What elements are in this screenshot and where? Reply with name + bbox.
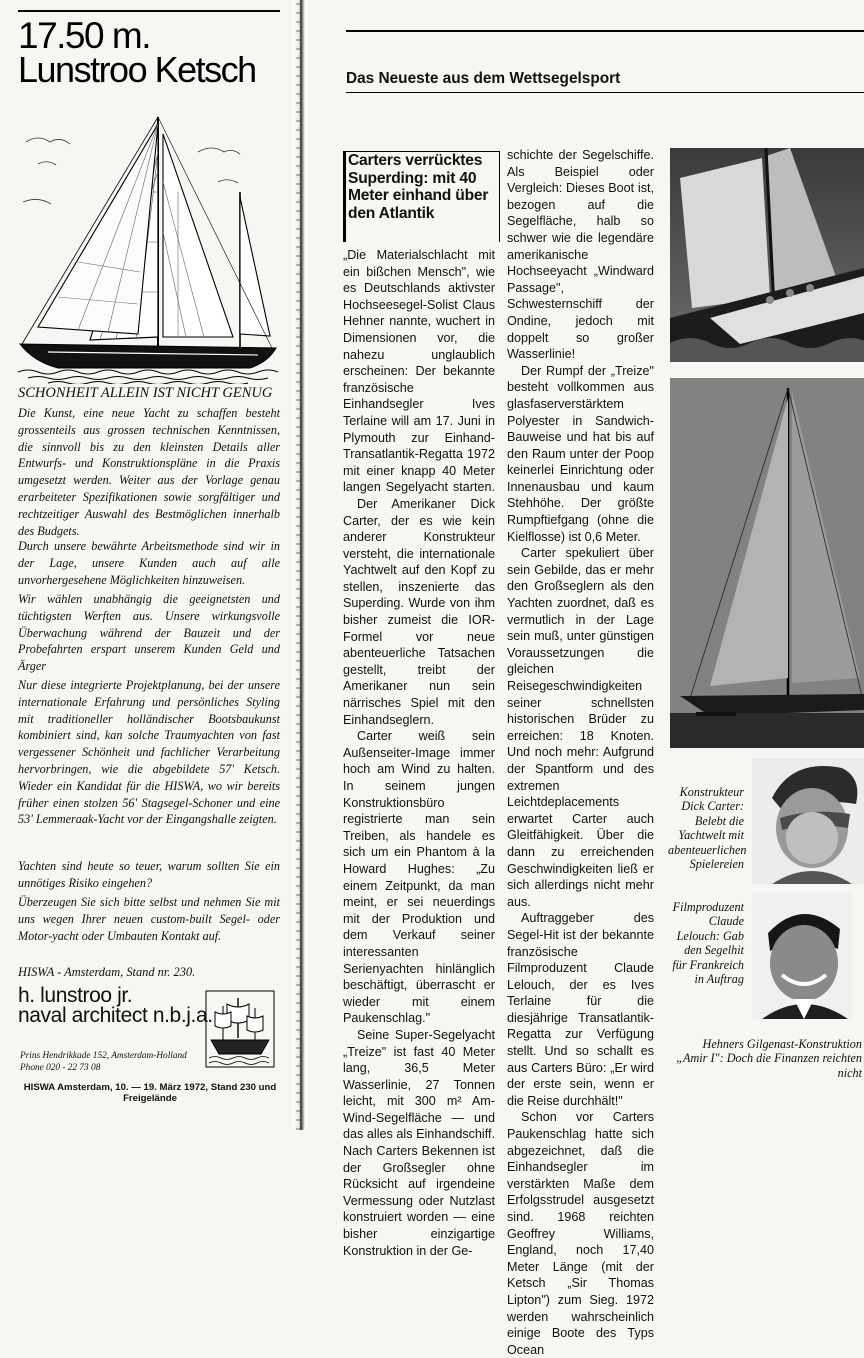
photo-yacht-sailing: [670, 148, 864, 362]
article-paragraph: Carter spekuliert über sein Gebilde, das er mehr den Großseglern als den Yachten zuordnet, daß es vermutlich in der Lage sein muß, unter günstigen Voraussetzungen die gleichen Reisegeschwindigkeiten seiner schnellsten historischen Brüder zu erreichen: 18 Knoten. Und noch mehr: Aufgrund der Spantform und des extremen Leichtdeplacements erwartet Carter auch Gleitfähigkeit. Über die dann zu erreichenden Geschwindigkeiten ließ er sich allerdings nicht mehr aus.: [507, 546, 654, 909]
photo-claude-lelouch: [752, 893, 852, 1019]
caption-amir-yacht: Hehners Gilgenast-Konstruktion „Amir I": Doch die Finanzen reichten nicht: [676, 1037, 862, 1080]
ketch-sailboat-drawing-icon: [18, 112, 280, 384]
article-paragraph: Auftraggeber des Segel-Hit ist der bekannte französische Filmproduzent Claude Lelouch, der es Ives Terlaine für die diesjährige Transatlantik-Regatta zur Verfügung stellt. Und so schallt es aus Carters Büro: „Er wird der erste sein, wenn er die Reise durchhält!": [507, 911, 654, 1108]
ad-title-name: Lunstroo Ketsch: [18, 49, 256, 90]
ad-paragraph: Nur diese integrierte Projektplanung, bei der unsere internationale Erfahrung und persönliches Styling mit traditioneller holländischer Bootsbaukunst kombiniert sind, kan solche Traumyachten von fast vergessener Schönheit und fachlicher Verarbeitung hervorbringen, wie die abgebildete 57' Ketsch. Wieder ein Kandidat für die HISWA, wo wir bereits früher einen stolzen 56' Stagsegel-Schoner und eine 53' Lemmeraak-Yacht vor der Eingangshalle zeigten.: [18, 678, 280, 827]
article-column-2: [507, 147, 654, 1358]
ad-paragraph: Überzeugen Sie sich bitte selbst und nehmen Sie mit uns wegen Ihrer neuen custom-built Segel- oder Motor-yacht oder Umbauten Kontakt auf.: [18, 895, 280, 943]
ad-firm-name: h. lunstroo jr.: [18, 984, 133, 1007]
section-title: Das Neueste aus dem Wettsegelsport: [346, 70, 621, 87]
ad-paragraph: Durch unsere bewährte Arbeitsmethode sind wir in der Lage, unsere Kunden auch auf alle unvorhergesehene Möglichkeiten hinzuweisen.: [18, 539, 280, 587]
ad-hiswa-stand: HISWA - Amsterdam, Stand nr. 230.: [18, 965, 196, 979]
article-paragraph: Seine Super-Segelyacht „Treize" ist fast 40 Meter lang, 36,5 Meter Wasserlinie, 27 Tonnen leicht, mit 300 m² Am-Wind-Segelfläche — und das alles als Einhandschiff. Nach Carters Bekennen ist der Großsegler ohne Rücksicht auf irgendeine Vermessung oder Nutzlast konstruiert worden — eine bisher einzigartige Konstruktion in der Ge-: [343, 1027, 495, 1258]
article-paragraph: Carter weiß sein Außenseiter-Image immer hoch am Wind zu halten. In seinem jungen Konstruktionsbüro registrierte man sein Treiben, als handele es sich um ein Phantom à la Howard Hughes: „Zu einem Zeitpunkt, da man meint, er sei neuerdings mit der Produktion und dem Verkauf seiner interessanten Serienyachten hinlänglich beschäftigt, überrascht er wieder mit einem Paukenschlag.": [343, 729, 495, 1026]
ad-phone: Phone 020 - 22 73 08: [20, 1063, 101, 1073]
ad-title-length: 17.50 m.: [18, 15, 150, 56]
caption-dick-carter: Konstrukteur Dick Carter: Belebt die Yachtwelt mit abenteuerlichen Spielereien: [668, 785, 747, 872]
article-paragraph: Schon vor Carters Paukenschlag hatte sich abgezeichnet, daß die Einhandsegler im verstärkten Maße dem Erfolgsstrudel ausgesetzt sind. 1968 reichten Geoffrey Williams, England, noch 17,40 Meter Länge (mit der Ketsch „Sir Thomas Lipton") zum Sieg. 1972 werden wahrscheinlich einige Boote des Typs Ocean: [507, 1110, 654, 1357]
ad-top-rule: [18, 10, 280, 12]
ad-address: Prins Hendrikkade 152, Amsterdam-Holland: [20, 1051, 187, 1061]
photo-yacht-amir: [670, 378, 864, 748]
section-rule: [346, 92, 864, 93]
ad-paragraph: Die Kunst, eine neue Yacht zu schaffen besteht grossenteils aus grossen technischen Kenntnissen, die sinnvoll bis zu den kleinsten Details aller Entwurfs- und Konstruktionspläne in die Praxis umgesetzt werden. Weiter aus der Vorlage genau erarbeiteter Spezifikationen sowie sorgfältiger und rechtzeitiger Auswahl des Bestmöglichen innerhalb des Budgets.: [18, 406, 280, 538]
ad-paragraph: Wir wählen unabhängig die geeignetsten und tüchtigsten Werften aus. Unsere wirkungsvolle Überwachung während der Bauzeit und der Probefahrten erspart unserem Kunden Geld und Ärger: [18, 592, 280, 674]
ad-footer-fair-dates: HISWA Amsterdam, 10. — 19. März 1972, Stand 230 und Freigelände: [23, 1082, 277, 1104]
page-gutter: [292, 0, 308, 1130]
photo-dick-carter: [752, 758, 864, 884]
article-headline: Carters verrücktes Superding: mit 40 Meter einhand über den Atlantik: [348, 152, 489, 222]
header-rule: [346, 30, 864, 32]
ad-headline: SCHONHEIT ALLEIN IST NICHT GENUG: [18, 385, 273, 401]
article-column-1: [343, 247, 495, 1259]
article-paragraph: „Die Materialschlacht mit ein bißchen Mensch", wie es Deutschlands aktivster Hochseesegel-Solist Claus Hehner nannte, wuchert in Dimensionen vor, die nahezu unglaublich erscheinen: Der bekannte französische Einhandsegler Ives Terlaine will am 17. Juni in Plymouth zur Einhand-Transatlantik-Regatta 1972 mit einer knapp 40 Meter langen Segelyacht starten.: [343, 248, 495, 495]
article-paragraph: schichte der Segelschiffe. Als Beispiel oder Vergleich: Dieses Boot ist, bezogen auf die Segelfläche, halb so schwer wie die legendäre amerikanische Hochseeyacht „Windward Passage", Schwesternschiff der Ondine, jedoch mit doppelt so großer Wasserlinie!: [507, 148, 654, 362]
article-paragraph: Der Amerikaner Dick Carter, der es wie kein anderer Konstrukteur versteht, die internationale Yachtwelt auf den Kopf zu stellen, inszenierte das Superding. Wurde von ihm bisher zumeist die IOR-Formel vor neue abenteuerliche Tatsachen gestellt, treibt der Amerikaner nun sein närrisches Spiel mit den Einhandseglern.: [343, 496, 495, 727]
caption-claude-lelouch: Filmproduzent Claude Lelouch: Gab den Segelhit für Frankreich in Auftrag: [672, 900, 744, 987]
old-ship-logo-icon: [205, 990, 275, 1068]
ad-paragraph: Yachten sind heute so teuer, warum sollten Sie ein unnötiges Risiko eingehen?: [18, 859, 280, 890]
page-gutter-perforation: [296, 0, 300, 1130]
ad-firm-title: naval architect n.b.j.a.: [18, 1004, 213, 1027]
article-paragraph: Der Rumpf der „Treize" besteht vollkommen aus glasfaserverstärktem Polyester in Sandwich-Bauweise und hat bis auf den Raum unter der Poop keinerlei Einrichtung oder Innenausbau und kaum Stehhöhe. Der größte Rumpftiefgang (ohne die Kielflosse) ist 0,6 Meter.: [507, 363, 654, 544]
